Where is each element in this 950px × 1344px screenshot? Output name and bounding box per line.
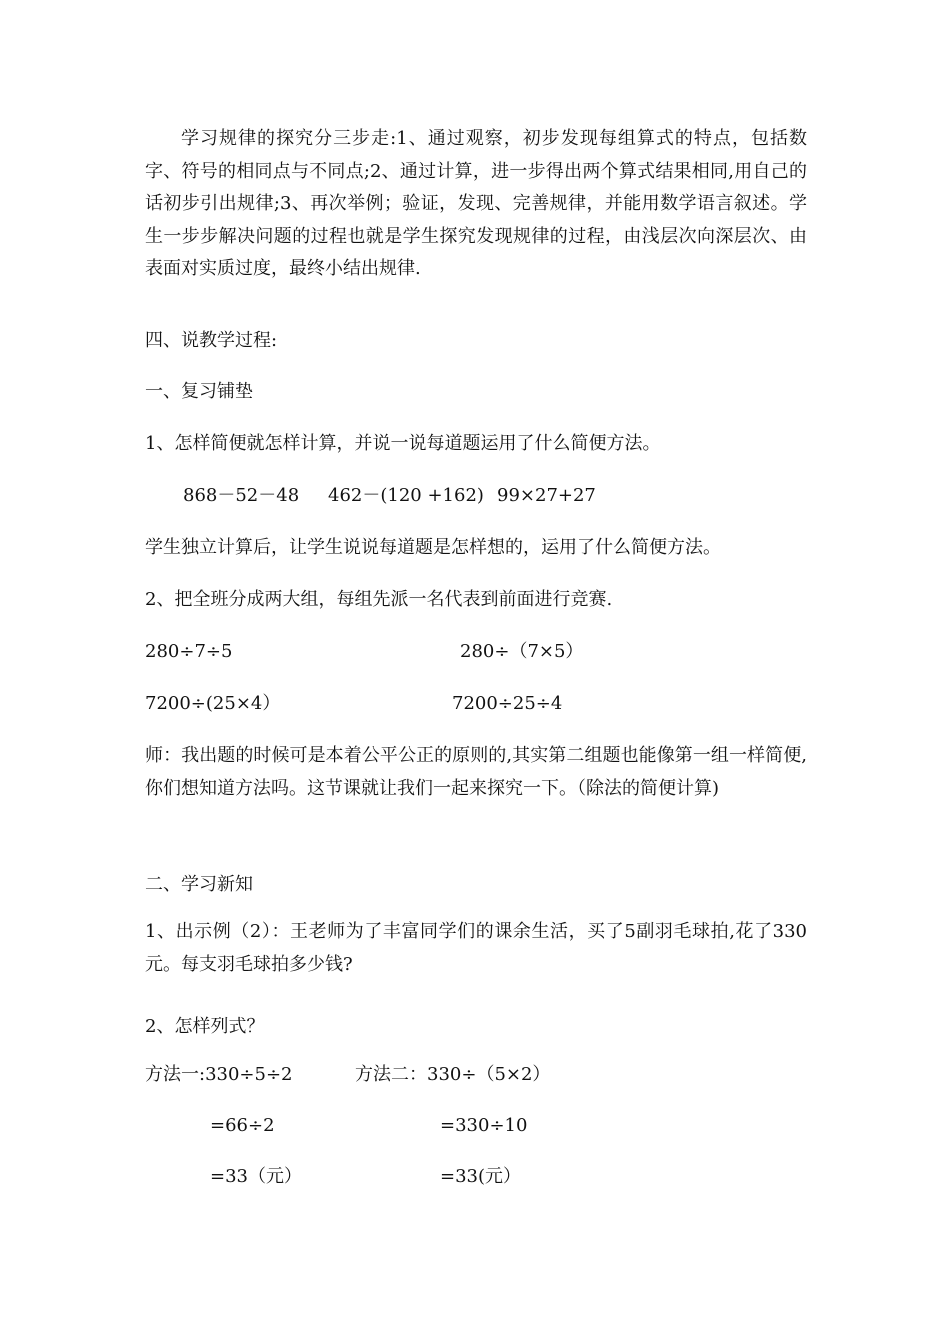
review-item-2: 2、把全班分成两大组，每组先派一名代表到前面进行竞赛. xyxy=(145,589,613,610)
review-item-1: 1、怎样简便就怎样计算，并说一说每道题运用了什么简便方法。 xyxy=(145,433,661,454)
teacher-note: 师：我出题的时候可是本着公平公正的原则的,其实第二组题也能像第一组一样简便,你们想知道方法吗。这节课就让我们一起来探究一下。（除法的简便计算) xyxy=(145,745,807,799)
review-expression-1: 868－52－48 xyxy=(183,485,300,506)
part-one-heading: 一、复习铺垫 xyxy=(145,381,253,402)
method-one-step-1: =66÷2 xyxy=(210,1115,275,1136)
example-item-1: 1、出示例（2）：王老师为了丰富同学们的课余生活，买了5副羽毛球拍,花了330元。每支羽毛球拍多少钱? xyxy=(145,921,807,975)
method-one-step-2: =33（元） xyxy=(210,1166,302,1187)
method-one-label: 方法一:330÷5÷2 xyxy=(145,1064,293,1085)
part-two-heading: 二、学习新知 xyxy=(145,874,253,895)
group-expression-1a: 280÷7÷5 xyxy=(145,641,233,662)
section-four-heading: 四、说教学过程: xyxy=(145,330,278,351)
method-two-label: 方法二：330÷（5×2） xyxy=(355,1064,551,1085)
review-expression-2: 462－(120 +162) xyxy=(328,485,484,506)
review-expression-3: 99×27+27 xyxy=(497,485,596,506)
example-item-2: 2、怎样列式？ xyxy=(145,1016,265,1037)
method-two-step-2: =33(元） xyxy=(440,1166,522,1187)
method-two-step-1: =330÷10 xyxy=(440,1115,528,1136)
group-expression-1b: 280÷（7×5） xyxy=(460,641,584,662)
after-expressions-text: 学生独立计算后，让学生说说每道题是怎样想的，运用了什么简便方法。 xyxy=(145,537,721,558)
group-expression-2a: 7200÷(25×4） xyxy=(145,693,281,714)
intro-paragraph: 学习规律的探究分三步走:1、通过观察，初步发现每组算式的特点，包括数字、符号的相同点与不同点;2、通过计算，进一步得出两个算式结果相同,用自己的话初步引出规律;3、再次举例；验证，发现、完善规律，并能用数学语言叙述。学生一步步解决问题的过程也就是学生探究发现规律的过程，由浅层次向深层次、由表面对实质过度，最终小结出规律. xyxy=(145,128,807,279)
group-expression-2b: 7200÷25÷4 xyxy=(452,693,563,714)
